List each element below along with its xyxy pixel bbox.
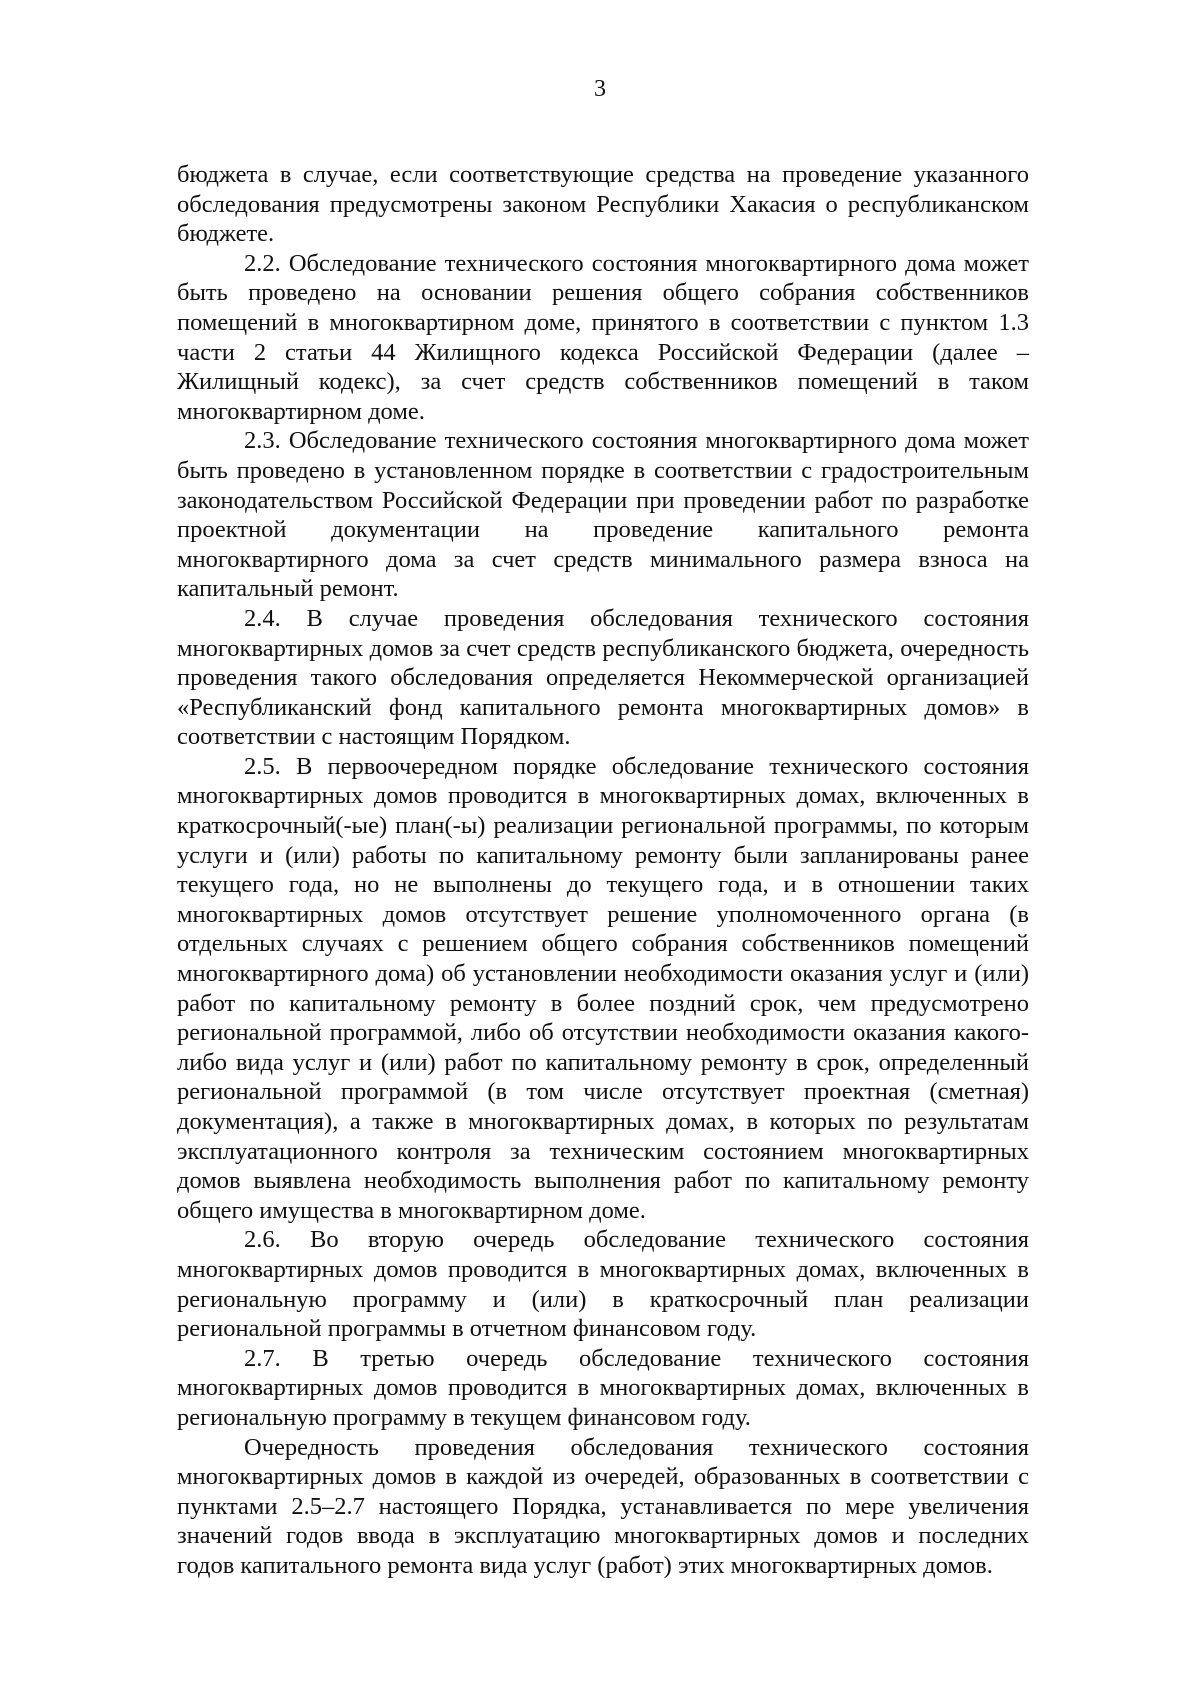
page-number: 3	[594, 76, 606, 102]
paragraph-order: Очередность проведения обследования технического состояния многоквартирных домов в каждой из очередей, образованных в соответствии с пунктами 2.5–2.7 настоящего Порядка, устанавливается по мере увеличения значений годов ввода в эксплуатацию многоквартирных домов и последних годов капитального ремонта вида услуг (работ) этих многоквартирных домов.	[177, 1433, 1029, 1579]
paragraph-2-4: 2.4. В случае проведения обследования технического состояния многоквартирных домов за счет средств республиканского бюджета, очередность проведения такого обследования определяется Некоммерческой организацией «Республиканский фонд капитального ремонта многоквартирных домов» в соответствии с настоящим Порядком.	[177, 604, 1029, 751]
paragraph-2-6: 2.6. Во вторую очередь обследование технического состояния многоквартирных домов проводится в многоквартирных домах, включенных в региональную программу и (или) в краткосрочный план реализации региональной программы в отчетном финансовом году.	[177, 1226, 1029, 1343]
paragraph-continuation: бюджета в случае, если соответствующие средства на проведение указанного обследования предусмотрены законом Республики Хакасия о республиканском бюджете.	[177, 161, 1029, 248]
paragraph-2-3: 2.3. Обследование технического состояния многоквартирного дома может быть проведено в установленном порядке в соответствии с градостроительным законодательством Российской Федерации при проведении работ по разработке проектной документации на проведение капитального ремонта многоквартирного дома за счет средств минимального размера взноса на капитальный ремонт.	[177, 427, 1029, 603]
paragraph-2-7: 2.7. В третью очередь обследование технического состояния многоквартирных домов проводится в многоквартирных домах, включенных в региональную программу в текущем финансовом году.	[177, 1344, 1029, 1431]
paragraph-2-5: 2.5. В первоочередном порядке обследование технического состояния многоквартирных домов проводится в многоквартирных домах, включенных в краткосрочный(-ые) план(-ы) реализации региональной программы, по которым услуги и (или) работы по капитальному ремонту были запланированы ранее текущего года, но не выполнены до текущего года, и в отношении таких многоквартирных домов отсутствует решение уполномоченного органа (в отдельных случаях с решением общего собрания собственников помещений многоквартирного дома) об установлении необходимости оказания услуг и (или) работ по капитальному ремонту в более поздний срок, чем предусмотрено региональной программой, либо об отсутствии необходимости оказания какого-либо вида услуг и (или) работ по капитальному ремонту в срок, определенный региональной программой (в том числе отсутствует проектная (сметная) документация), а также в многоквартирных домах, в которых по результатам эксплуатационного контроля за техническим состоянием многоквартирных домов выявлена необходимость выполнения работ по капитальному ремонту общего имущества в многоквартирном доме.	[177, 752, 1029, 1224]
document-body	[177, 160, 1029, 1581]
paragraph-2-2: 2.2. Обследование технического состояния многоквартирного дома может быть проведено на основании решения общего собрания собственников помещений в многоквартирном доме, принятого в соответствии с пунктом 1.3 части 2 статьи 44 Жилищного кодекса Российской Федерации (далее – Жилищный кодекс), за счет средств собственников помещений в таком многоквартирном доме.	[177, 249, 1029, 425]
